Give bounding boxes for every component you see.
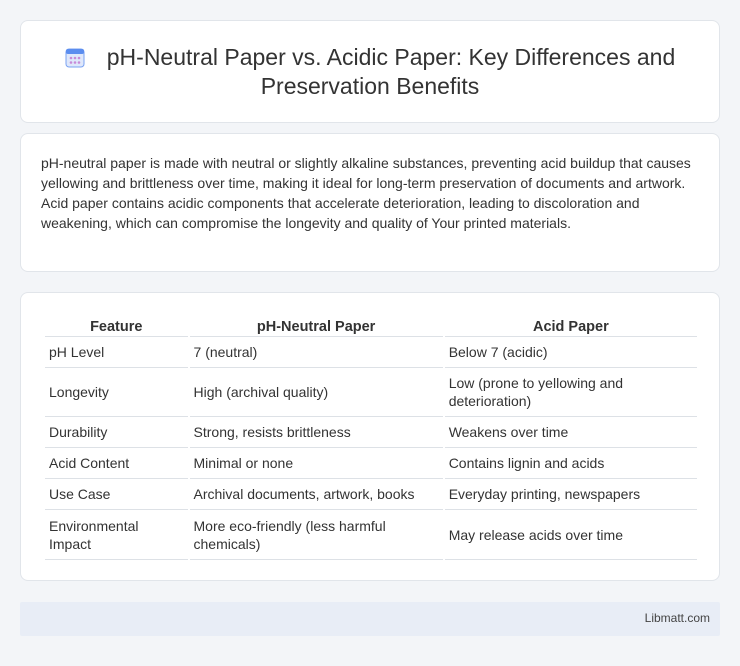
table-row (45, 448, 697, 479)
cell-ph-neutral: Minimal or none (190, 448, 443, 479)
table-row (45, 479, 697, 510)
table-row (45, 510, 697, 560)
cell-acid: Weakens over time (445, 417, 697, 448)
cell-ph-neutral: Archival documents, artwork, books (190, 479, 443, 510)
header-feature: Feature (45, 315, 188, 337)
cell-acid: Low (prone to yellowing and deterioration) (445, 368, 697, 417)
cell-acid: Everyday printing, newspapers (445, 479, 697, 510)
cell-ph-neutral: More eco-friendly (less harmful chemicals) (190, 510, 443, 560)
cell-feature: Acid Content (45, 448, 188, 479)
comparison-table (43, 315, 699, 560)
page-title: pH-Neutral Paper vs. Acidic Paper: Key Differences and Preservation Benefits (106, 44, 676, 99)
cell-feature: Environmental Impact (45, 510, 188, 560)
table-row (45, 337, 697, 368)
cell-acid: Below 7 (acidic) (445, 337, 697, 368)
footer-site-link[interactable]: Libmatt.com (644, 611, 710, 625)
cell-acid: May release acids over time (445, 510, 697, 560)
table-header-row (45, 315, 697, 337)
table-row (45, 417, 697, 448)
cell-feature: pH Level (45, 337, 188, 368)
header-ph-neutral: pH-Neutral Paper (190, 315, 443, 337)
footer-bar (20, 602, 720, 636)
calendar-icon (65, 46, 85, 68)
table-row (45, 368, 697, 417)
cell-feature: Longevity (45, 368, 188, 417)
cell-acid: Contains lignin and acids (445, 448, 697, 479)
header-acid: Acid Paper (445, 315, 697, 337)
cell-feature: Durability (45, 417, 188, 448)
page-title-wrap (21, 43, 719, 101)
cell-feature: Use Case (45, 479, 188, 510)
header-card (20, 20, 720, 123)
comparison-card (20, 292, 720, 581)
intro-paragraph: pH-neutral paper is made with neutral or slightly alkaline substances, preventing acid buildup that causes yellowing and brittleness over time, making it ideal for long-term preservation of documents and artwork. Acid paper contains acidic components that accelerate deterioration, leading to discoloration and weakening, which can compromise the longevity and quality of Your printed materials. (41, 155, 691, 231)
cell-ph-neutral: 7 (neutral) (190, 337, 443, 368)
cell-ph-neutral: Strong, resists brittleness (190, 417, 443, 448)
cell-ph-neutral: High (archival quality) (190, 368, 443, 417)
intro-card (20, 133, 720, 272)
